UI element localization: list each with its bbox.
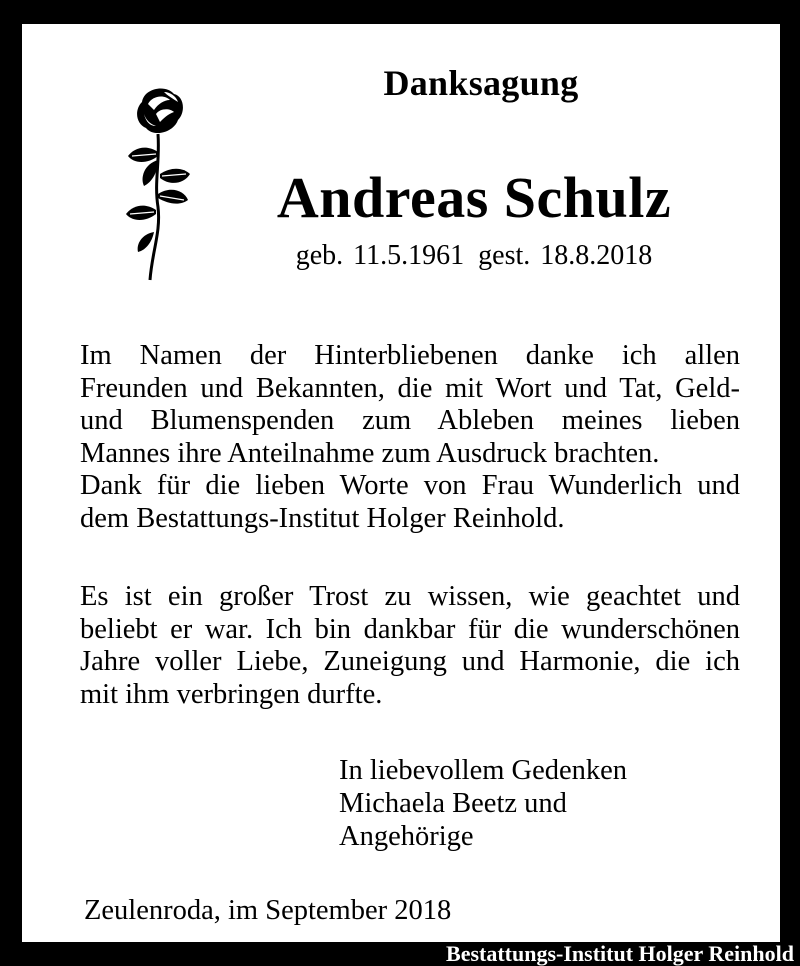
death-date: gest. 18.8.2018 (478, 240, 653, 271)
deceased-name: Andreas Schulz (276, 165, 672, 230)
text-line: Freunden und Bekannten, die mit Wort und Tat, Geld- (80, 372, 740, 404)
funeral-home-credit: Bestattungs-Institut Holger Reinhold (446, 941, 794, 966)
text-line: Jahre voller Liebe, Zuneigung und Harmonie, die ich (80, 646, 740, 677)
birth-date: geb. 11.5.1961 (295, 240, 465, 271)
text-line: beliebt er war. Ich bin dankbar für die wunderschönen (80, 613, 740, 645)
signature-line: Angehörige (339, 821, 474, 852)
signature-line: In liebevollem Gedenken (339, 755, 628, 786)
thanks-paragraph (80, 340, 740, 535)
comfort-paragraph (80, 581, 740, 711)
rose-icon (114, 82, 194, 282)
text-line: Dank für die lieben Worte von Frau Wunderlich und (80, 470, 740, 501)
life-dates (244, 240, 704, 272)
text-line: und Blumenspenden zum Ableben meines lieben (80, 405, 740, 436)
text-line: Mannes ihre Anteilnahme zum Ausdruck brachten. (80, 437, 660, 469)
signature-block (339, 754, 627, 853)
text-line: mit ihm verbringen durfte. (80, 678, 383, 710)
obituary-notice (22, 24, 780, 942)
text-line: Im Namen der Hinterbliebenen danke ich allen (80, 340, 740, 371)
text-line: dem Bestattungs-Institut Holger Reinhold. (80, 502, 565, 534)
place-and-date: Zeulenroda, im September 2018 (84, 895, 452, 926)
text-line: Es ist ein großer Trost zu wissen, wie geachtet und (80, 581, 740, 612)
heading-text: Danksagung (383, 63, 579, 103)
signature-line: Michaela Beetz und (339, 788, 567, 819)
